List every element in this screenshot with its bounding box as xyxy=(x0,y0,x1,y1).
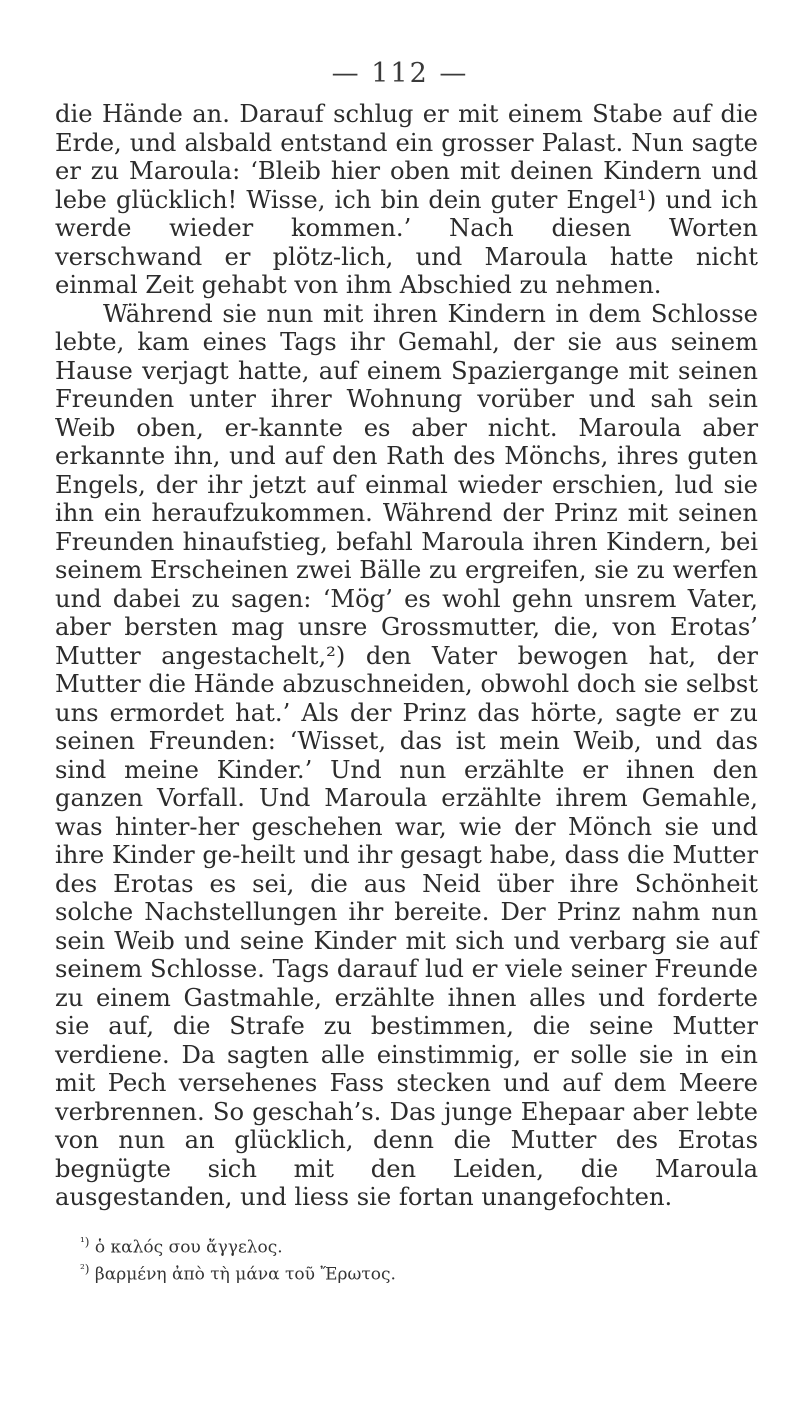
body-text xyxy=(55,100,758,1212)
footnotes xyxy=(80,1232,760,1285)
footnote-mark: ¹) xyxy=(80,1235,90,1249)
footnote-text: βαρμένη ἀπὸ τὴ μάνα τοῦ Ἔρωτος. xyxy=(94,1264,396,1285)
footnote-1 xyxy=(80,1232,760,1259)
page-number: — 112 — xyxy=(331,58,469,89)
footnote-text: ὁ καλός σου ἄγγελος. xyxy=(94,1237,283,1258)
footnote-2 xyxy=(80,1259,760,1286)
footnote-mark: ²) xyxy=(80,1261,90,1276)
paragraph-1: die Hände an. Darauf schlug er mit einem Stabe auf die Erde, und alsbald entstand ein grosser Palast. Nun sagte er zu Maroula: ‘Bleib hier oben mit deinen Kindern und lebe glücklich! Wisse, ich bin dein guter Engel¹) und ich werde wieder kommen.’ Nach diesen Worten verschwand er plötz-lich, und Maroula hatte nicht einmal Zeit gehabt von ihm Abschied zu nehmen. xyxy=(55,100,758,299)
paragraph-2: Während sie nun mit ihren Kindern in dem Schlosse lebte, kam eines Tags ihr Gemahl, der sie aus seinem Hause verjagt hatte, auf einem Spaziergange mit seinen Freunden unter ihrer Wohnung vorüber und sah sein Weib oben, er-kannte es aber nicht. Maroula aber erkannte ihn, und auf den Rath des Mönchs, ihres guten Engels, der ihr jetzt auf einmal wieder erschien, lud sie ihn ein heraufzukommen. Während der Prinz mit seinen Freunden hinaufstieg, befahl Maroula ihren Kindern, bei seinem Erscheinen zwei Bälle zu ergreifen, sie zu werfen und dabei zu sagen: ‘Mög’ es wohl gehn unsrem Vater, aber bersten mag unsre Grossmutter, die, von Erotas’ Mutter angestachelt,²) den Vater bewogen hat, der Mutter die Hände abzuschneiden, obwohl doch sie selbst uns ermordet hat.’ Als der Prinz das hörte, sagte er zu seinen Freunden: ‘Wisset, das ist mein Weib, und das sind meine Kinder.’ Und nun erzählte er ihnen den ganzen Vorfall. Und Maroula erzählte ihrem Gemahle, was hinter-her geschehen war, wie der Mönch sie und ihre Kinder ge-heilt und ihr gesagt habe, dass die Mutter des Erotas es sei, die aus Neid über ihre Schönheit solche Nachstellungen ihr bereite. Der Prinz nahm nun sein Weib und seine Kinder mit sich und verbarg sie auf seinem Schlosse. Tags darauf lud er viele seiner Freunde zu einem Gastmahle, erzählte ihnen alles und forderte sie auf, die Strafe zu bestimmen, die seine Mutter verdiene. Da sagten alle einstimmig, er solle sie in ein mit Pech versehenes Fass stecken und auf dem Meere verbrennen. So geschah’s. Das junge Ehepaar aber lebte von nun an glücklich, denn die Mutter des Erotas begnügte sich mit den Leiden, die Maroula ausgestanden, und liess sie fortan unangefochten. xyxy=(55,299,758,1211)
